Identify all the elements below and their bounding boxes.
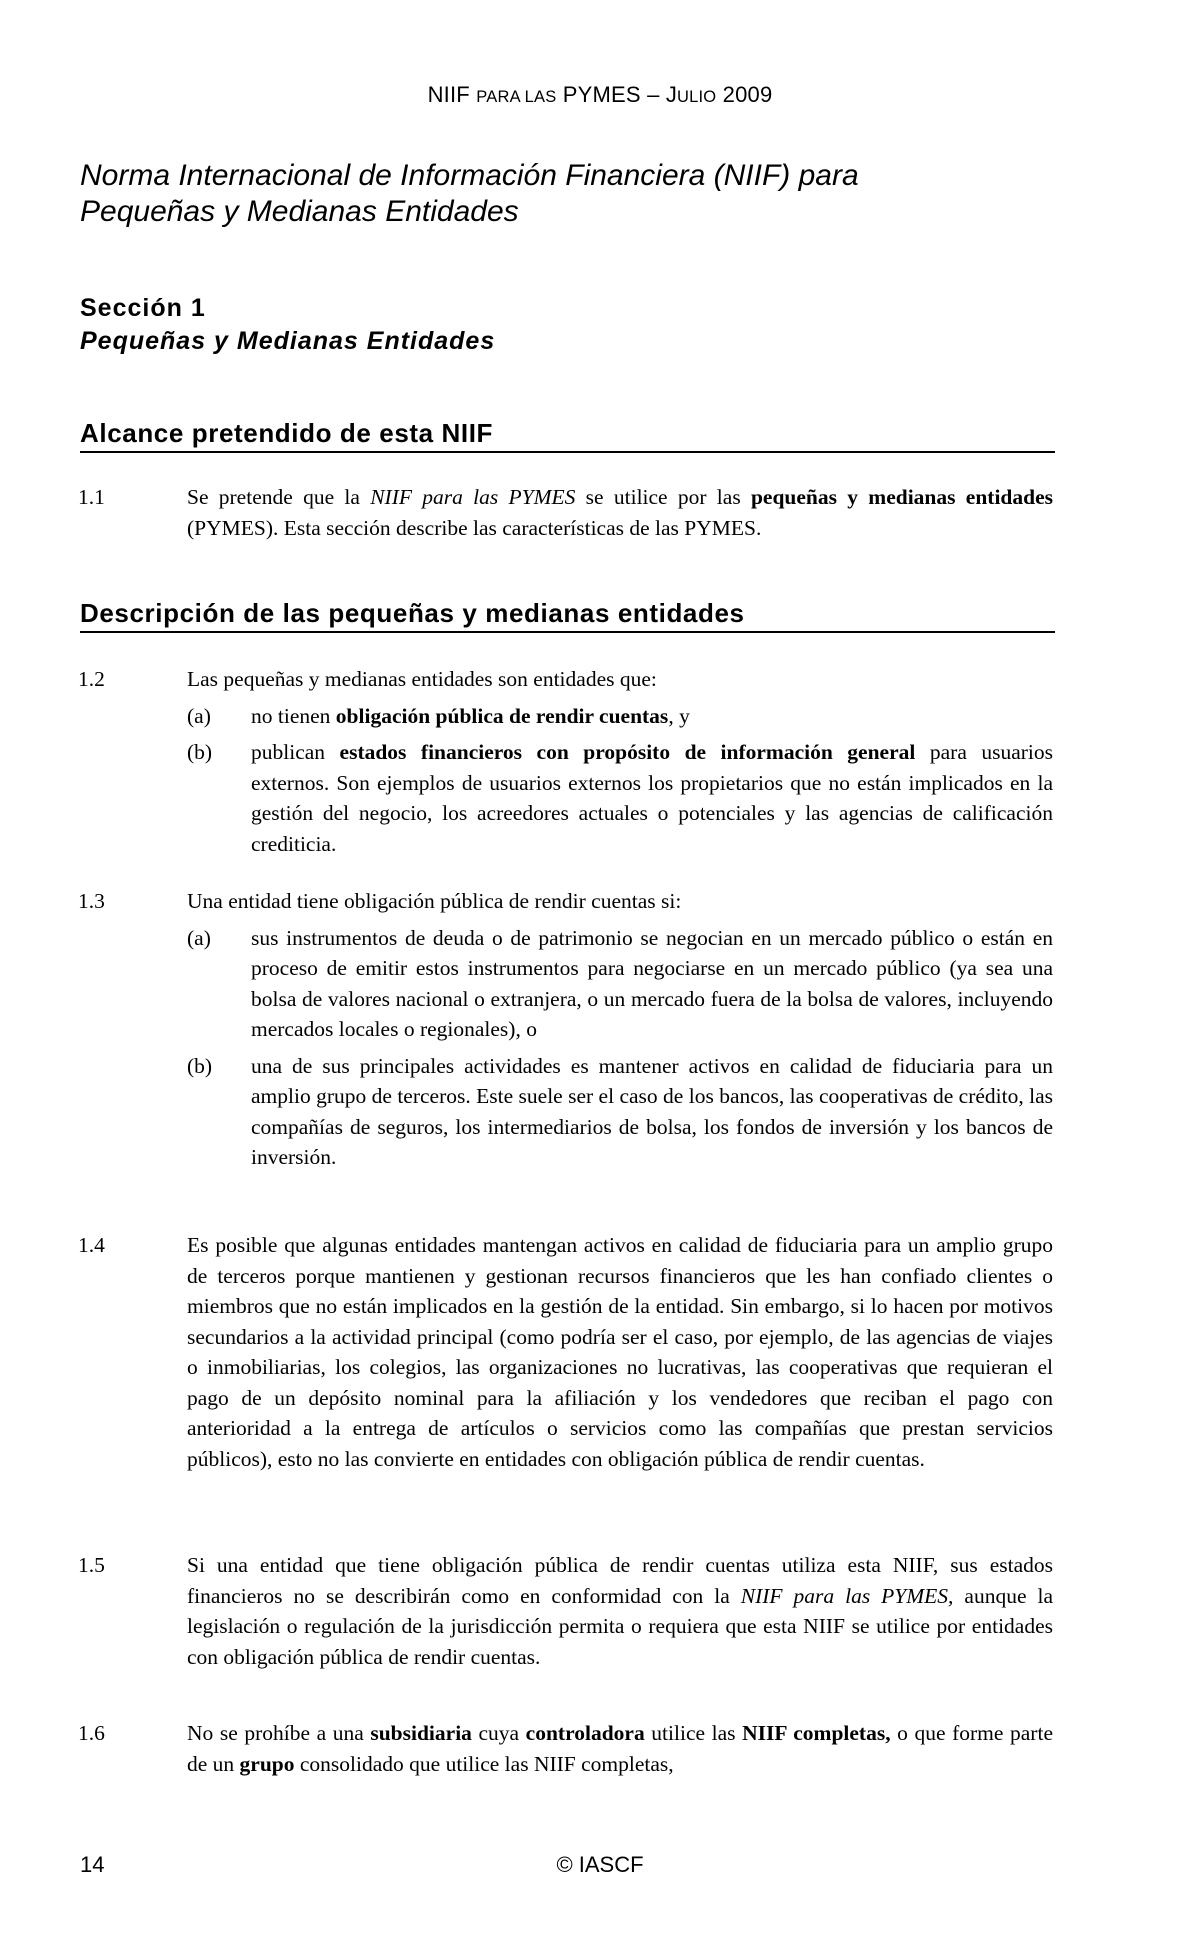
- copyright-notice: © IASCF: [556, 1852, 644, 1877]
- section-name: Pequeñas y Medianas Entidades: [80, 327, 496, 355]
- document-title: Norma Internacional de Información Financiera (NIIF) para Pequeñas y Medianas Entidades: [80, 159, 859, 228]
- paragraph-number: 1.6: [78, 1721, 105, 1745]
- list-item-a: (a) no tienen obligación pública de rendir cuentas, y: [187, 703, 690, 728]
- paragraph-number: 1.5: [78, 1553, 105, 1577]
- section-heading: [80, 292, 1040, 358]
- paragraph-1-3: 1.3 Una entidad tiene obligación pública de rendir cuentas si: (a) sus instrumentos de deuda o de patrimonio se negocian en un mercado público o están en proceso de emitir estos instrumentos para negociarse en un mercado público (ya sea una bolsa de valores nacional o extranjera, o un mercado fuera de la bolsa de valores, incluyendo mercados locales o regionales), o (b) una de sus principales actividades es mantener activos en calidad de fiduciaria para un amplio grupo de terceros. Este suele ser el caso de los bancos, las cooperativas de crédito, las compañías de seguros, los intermediarios de bolsa, los fondos de inversión y los bancos de inversión.: [78, 886, 1053, 1173]
- paragraph-1-5: 1.5 Si una entidad que tiene obligación pública de rendir cuentas utiliza esta NIIF, sus estados financieros no se describirán como en conformidad con la NIIF para las PYMES, aunque la legislación o regulación de la jurisdicción permita o requiera que esta NIIF se utilice por entidades con obligación pública de rendir cuentas.: [78, 1550, 1053, 1672]
- list-item-b: (b) publican estados financieros con propósito de información general para usuarios externos. Son ejemplos de usuarios externos los propietarios que no están implicados en la gestión del negocio, los acreedores actuales o potenciales y las agencias de calificación crediticia.: [187, 740, 1054, 856]
- page-number: 14: [80, 1852, 105, 1877]
- running-header: NIIF PARA LAS PYMES – JULIO 2009: [427, 82, 773, 107]
- paragraph-1-2: 1.2 Las pequeñas y medianas entidades son entidades que: (a) no tienen obligación pública de rendir cuentas, y (b) publican estados financieros con propósito de información general para usuarios externos. Son ejemplos de usuarios externos los propietarios que no están implicados en la gestión del negocio, los acreedores actuales o potenciales y las agencias de calificación crediticia.: [78, 664, 1053, 859]
- paragraph-number: 1.1: [78, 485, 105, 509]
- paragraph-1-1: 1.1 Se pretende que la NIIF para las PYMES se utilice por las pequeñas y medianas entidades (PYMES). Esta sección describe las características de las PYMES.: [78, 482, 1053, 543]
- heading-description: Descripción de las pequeñas y medianas entidades: [80, 598, 1055, 633]
- paragraph-number: 1.4: [78, 1233, 105, 1257]
- paragraph-1-6: 1.6 No se prohíbe a una subsidiaria cuya controladora utilice las NIIF completas, o que forme parte de un grupo consolidado que utilice las NIIF completas,: [78, 1718, 1053, 1779]
- paragraph-number: 1.3: [78, 889, 105, 913]
- paragraph-number: 1.2: [78, 667, 105, 691]
- list-item-a: (a) sus instrumentos de deuda o de patrimonio se negocian en un mercado público o están en proceso de emitir estos instrumentos para negociarse en un mercado público (ya sea una bolsa de valores nacional o extranjera, o un mercado fuera de la bolsa de valores, incluyendo mercados locales o regionales), o: [187, 925, 1053, 1041]
- paragraph-1-4: 1.4 Es posible que algunas entidades mantengan activos en calidad de fiduciaria para un amplio grupo de terceros porque mantienen y gestionan recursos financieros que les han confiado clientes o miembros que no están implicados en la gestión de la entidad. Sin embargo, si lo hacen por motivos secundarios a la actividad principal (como podría ser el caso, por ejemplo, de las agencias de viajes o inmobiliarias, los colegios, las organizaciones no lucrativas, las cooperativas que requieran el pago de un depósito nominal para la afiliación y los vendedores que reciban el pago con anterioridad a la entrega de artículos o servicios como las compañías que prestan servicios públicos), esto no las convierte en entidades con obligación pública de rendir cuentas.: [78, 1230, 1053, 1474]
- section-number: Sección 1: [80, 294, 206, 322]
- list-item-b: (b) una de sus principales actividades es mantener activos en calidad de fiduciaria para un amplio grupo de terceros. Este suele ser el caso de los bancos, las cooperativas de crédito, las compañías de seguros, los intermediarios de bolsa, los fondos de inversión y los bancos de inversión.: [187, 1053, 1053, 1169]
- heading-scope: Alcance pretendido de esta NIIF: [80, 418, 1055, 453]
